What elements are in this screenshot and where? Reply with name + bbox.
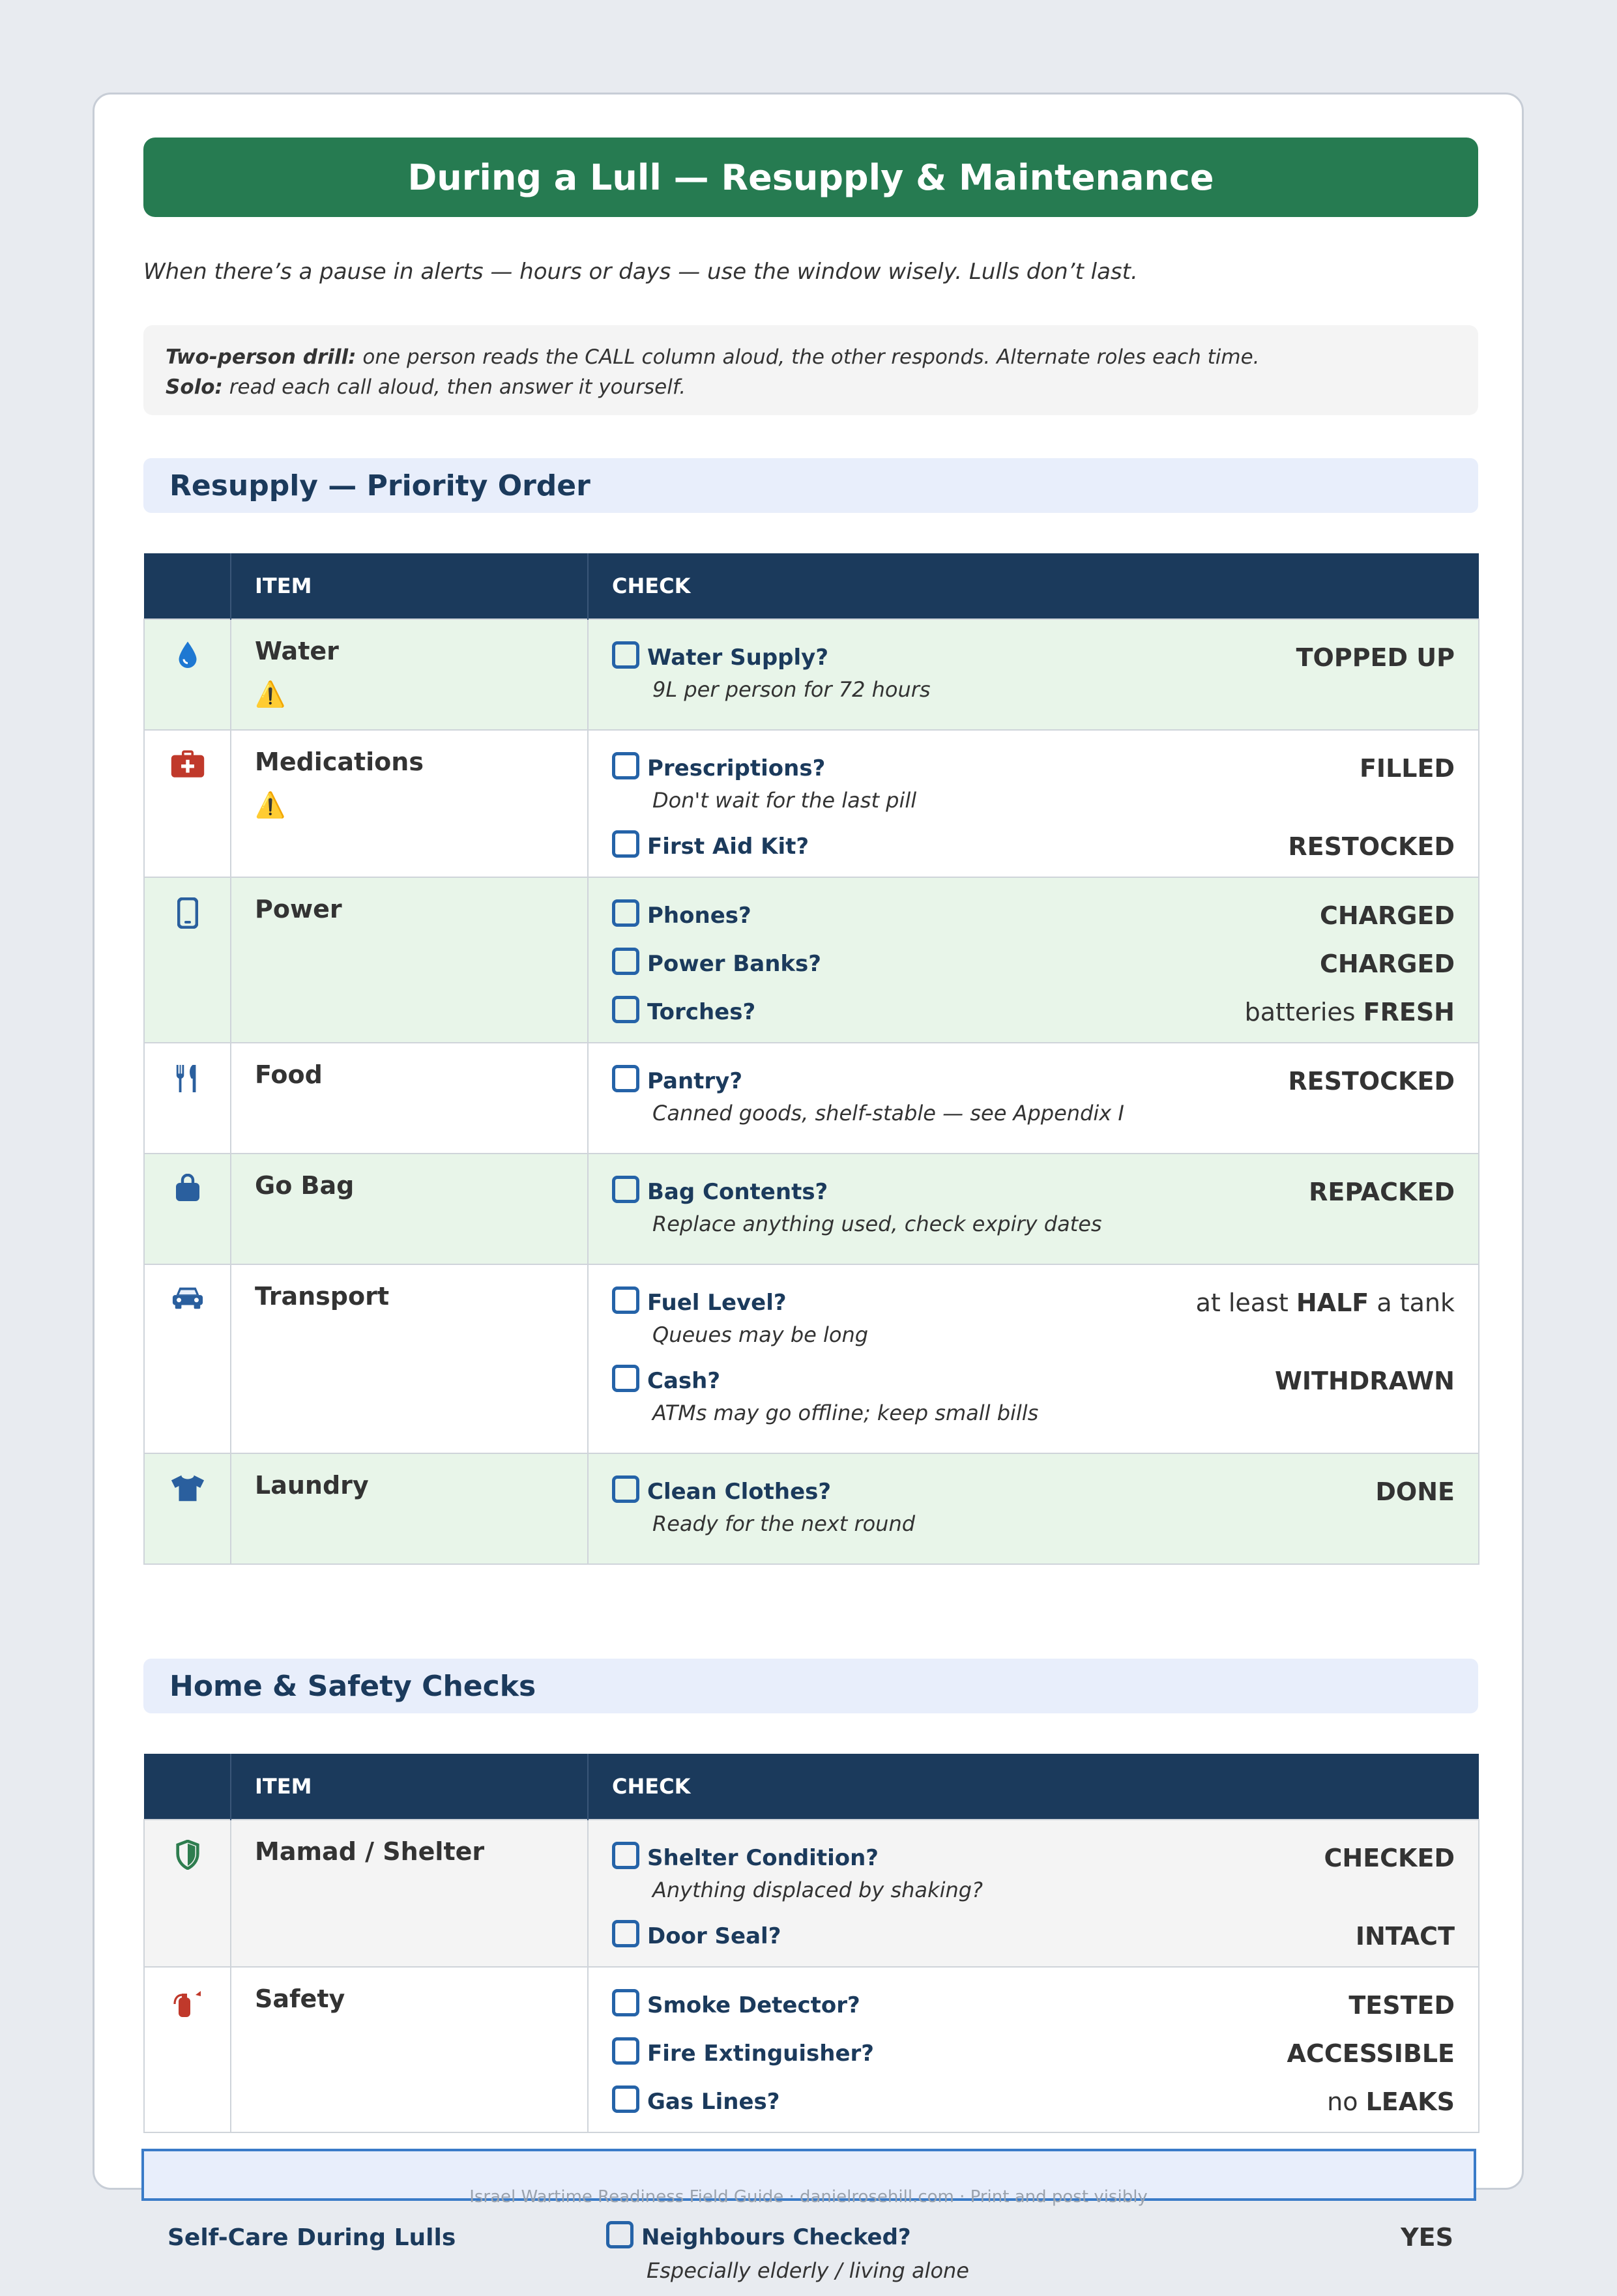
check-question: Phones? xyxy=(647,903,751,929)
icon-column-header xyxy=(144,1754,231,1820)
home-safety-heading: Home & Safety Checks xyxy=(143,1659,1478,1713)
check-note: ATMs may go offline; keep small bills xyxy=(652,1401,1039,1425)
check-answer xyxy=(1375,1472,1455,1506)
medical-kit-icon xyxy=(170,769,205,781)
bag-icon xyxy=(175,1193,201,1205)
warning-icon: ⚠️ xyxy=(255,791,286,819)
two-person-label: Two-person drill: xyxy=(166,345,357,369)
check-cell xyxy=(588,1453,1479,1564)
item-name: Water xyxy=(255,637,339,665)
resupply-heading: Resupply — Priority Order xyxy=(143,458,1478,513)
check-answer xyxy=(1320,896,1455,930)
checkbox[interactable] xyxy=(612,1920,639,1947)
table-row xyxy=(144,877,1479,1043)
check-item xyxy=(612,2033,1455,2069)
check-cell xyxy=(588,877,1479,1043)
check-cell xyxy=(588,1967,1479,2132)
item-name: Food xyxy=(255,1060,323,1089)
checkbox[interactable] xyxy=(612,1365,639,1392)
footer-text: Israel Wartime Readiness Field Guide · danielrosehill.com · Print and post visibly xyxy=(469,2187,1148,2207)
check-answer xyxy=(1288,827,1455,861)
checkbox[interactable] xyxy=(612,2037,639,2065)
item-name: Laundry xyxy=(255,1471,369,1500)
check-item xyxy=(612,1915,1455,1952)
check-item xyxy=(612,1282,1455,1318)
item-name: Power xyxy=(255,895,342,923)
shirt-icon xyxy=(170,1492,205,1505)
check-column-header: CHECK xyxy=(588,553,1479,619)
page-title: During a Lull — Resupply & Maintenance xyxy=(143,138,1478,217)
icon-cell xyxy=(144,1820,231,1967)
check-note: Replace anything used, check expiry dates xyxy=(652,1212,1102,1236)
checkbox[interactable] xyxy=(612,899,639,927)
icon-column-header xyxy=(144,553,231,619)
check-question: Smoke Detector? xyxy=(647,1992,860,2018)
checkbox[interactable] xyxy=(612,1842,639,1869)
check-item xyxy=(612,637,1455,673)
check-question: Water Supply? xyxy=(647,645,829,671)
checkbox[interactable] xyxy=(612,1286,639,1314)
answer-strong: FILLED xyxy=(1359,754,1455,783)
item-cell xyxy=(231,1453,588,1564)
check-item xyxy=(612,2081,1455,2117)
check-answer-strong: YES xyxy=(1401,2223,1453,2252)
icon-cell xyxy=(144,877,231,1043)
check-question: Cash? xyxy=(647,1368,721,1394)
table-row xyxy=(144,1820,1479,1967)
check-item xyxy=(612,895,1455,931)
answer-suffix: a tank xyxy=(1369,1288,1455,1317)
car-icon xyxy=(171,1301,204,1313)
check-question: Neighbours Checked? xyxy=(641,2224,911,2250)
shield-icon xyxy=(175,1860,201,1872)
checkbox[interactable] xyxy=(612,996,639,1023)
checkbox[interactable] xyxy=(612,2085,639,2113)
check-note: Ready for the next round xyxy=(652,1511,916,1536)
fire-extinguisher-icon xyxy=(172,2009,203,2021)
drill-instructions xyxy=(143,325,1478,415)
water-drop-icon xyxy=(176,660,199,672)
check-note: Canned goods, shelf-stable — see Appendix I xyxy=(652,1101,1124,1126)
icon-cell xyxy=(144,1967,231,2132)
item-name: Go Bag xyxy=(255,1171,355,1200)
check-note: Especially elderly / living alone xyxy=(647,2258,969,2283)
item-cell xyxy=(231,1820,588,1967)
table-row xyxy=(144,1453,1479,1564)
answer-strong: TESTED xyxy=(1348,1991,1455,2020)
check-question: Door Seal? xyxy=(647,1923,781,1949)
check-question: Power Banks? xyxy=(647,951,821,977)
answer-prefix: no xyxy=(1327,2087,1366,2116)
checkbox[interactable] xyxy=(612,641,639,669)
answer-strong: INTACT xyxy=(1355,1922,1455,1951)
check-answer xyxy=(1401,2218,1453,2252)
check-cell xyxy=(588,730,1479,877)
solo-label: Solo: xyxy=(166,375,223,399)
check-item xyxy=(612,943,1455,980)
item-column-header: ITEM xyxy=(231,553,588,619)
item-name: Safety xyxy=(255,1984,345,2013)
answer-strong: CHARGED xyxy=(1319,901,1455,930)
check-item xyxy=(612,826,1455,862)
answer-strong: CHARGED xyxy=(1319,950,1455,978)
check-question: Fuel Level? xyxy=(647,1290,787,1316)
table-row xyxy=(144,730,1479,877)
icon-cell xyxy=(144,1043,231,1154)
check-column-header: CHECK xyxy=(588,1754,1479,1820)
answer-strong: TOPPED UP xyxy=(1296,643,1455,672)
answer-strong: ACCESSIBLE xyxy=(1287,2039,1455,2068)
check-answer xyxy=(1360,749,1455,783)
table-header-row xyxy=(144,1754,1479,1820)
icon-cell xyxy=(144,730,231,877)
check-answer xyxy=(1320,944,1455,978)
check-cell xyxy=(588,1154,1479,1264)
item-name: Mamad / Shelter xyxy=(255,1837,485,1866)
item-name: Medications xyxy=(255,748,424,776)
item-cell xyxy=(231,1967,588,2132)
check-item xyxy=(612,1060,1455,1097)
check-item xyxy=(612,1360,1455,1397)
check-question: Gas Lines? xyxy=(647,2089,780,2115)
checkbox[interactable] xyxy=(612,1065,639,1092)
icon-cell xyxy=(144,1264,231,1453)
check-note: Don't wait for the last pill xyxy=(652,788,917,813)
check-answer xyxy=(1324,1838,1455,1872)
icon-cell xyxy=(144,1154,231,1264)
check-question: Prescriptions? xyxy=(647,755,826,781)
resupply-table xyxy=(143,553,1479,1565)
utensils-icon xyxy=(174,1084,201,1097)
check-cell xyxy=(588,1264,1479,1453)
answer-strong: RESTOCKED xyxy=(1288,832,1455,861)
check-question: Pantry? xyxy=(647,1068,743,1094)
check-item xyxy=(612,1171,1455,1208)
answer-strong: HALF xyxy=(1296,1288,1369,1317)
check-answer xyxy=(1327,2082,1455,2116)
item-cell xyxy=(231,1043,588,1154)
item-cell xyxy=(231,1154,588,1264)
item-cell xyxy=(231,877,588,1043)
check-cell xyxy=(588,1820,1479,1967)
check-item xyxy=(612,1837,1455,1874)
checkbox[interactable] xyxy=(612,948,639,975)
check-item xyxy=(612,1984,1455,2021)
check-answer xyxy=(1296,638,1455,672)
icon-cell xyxy=(144,619,231,730)
table-row xyxy=(144,619,1479,730)
check-answer xyxy=(1196,1283,1455,1317)
check-note: Queues may be long xyxy=(652,1322,869,1347)
check-answer xyxy=(1245,993,1455,1026)
check-answer xyxy=(1309,1172,1455,1206)
checkbox[interactable] xyxy=(612,830,639,858)
intro-text: When there’s a pause in alerts — hours or days — use the window wisely. Lulls don’t last. xyxy=(143,259,1138,285)
check-question: Torches? xyxy=(647,999,756,1025)
check-note: Anything displaced by shaking? xyxy=(652,1878,983,1902)
check-answer xyxy=(1288,1062,1455,1096)
checklist-page xyxy=(93,93,1524,2190)
table-row xyxy=(144,1154,1479,1264)
check-question: First Aid Kit? xyxy=(647,834,809,860)
phone-icon xyxy=(177,919,198,931)
item-cell xyxy=(231,1264,588,1453)
answer-strong: FRESH xyxy=(1363,998,1455,1026)
check-answer xyxy=(1356,1917,1455,1951)
check-question: Shelter Condition? xyxy=(647,1845,879,1871)
answer-strong: LEAKS xyxy=(1365,2087,1455,2116)
check-note: 9L per person for 72 hours xyxy=(652,677,931,702)
answer-prefix: at least xyxy=(1195,1288,1296,1317)
item-cell xyxy=(231,730,588,877)
neighbours-check xyxy=(606,2215,1453,2296)
solo-text: read each call aloud, then answer it yourself. xyxy=(222,375,686,399)
item-cell xyxy=(231,619,588,730)
check-question: Bag Contents? xyxy=(647,1179,828,1205)
home-safety-table xyxy=(143,1754,1479,2133)
check-item xyxy=(612,991,1455,1028)
check-cell xyxy=(588,619,1479,730)
check-cell xyxy=(588,1043,1479,1154)
checkbox[interactable] xyxy=(612,1176,639,1203)
check-question: Clean Clothes? xyxy=(647,1479,832,1505)
two-person-text: one person reads the CALL column aloud, the other responds. Alternate roles each time. xyxy=(356,345,1260,369)
warning-icon: ⚠️ xyxy=(255,680,286,708)
table-row xyxy=(144,1264,1479,1453)
check-item xyxy=(612,748,1455,784)
table-row xyxy=(144,1043,1479,1154)
answer-strong: CHECKED xyxy=(1324,1844,1455,1872)
item-column-header: ITEM xyxy=(231,1754,588,1820)
table-header-row xyxy=(144,553,1479,619)
icon-cell xyxy=(144,1453,231,1564)
item-name: Transport xyxy=(255,1282,390,1311)
checkbox[interactable] xyxy=(612,1475,639,1503)
checkbox[interactable] xyxy=(612,752,639,779)
check-item xyxy=(612,1471,1455,1507)
selfcare-heading: Self-Care During Lulls xyxy=(168,2224,456,2251)
check-answer xyxy=(1275,1361,1455,1395)
answer-strong: WITHDRAWN xyxy=(1274,1367,1455,1395)
answer-prefix: batteries xyxy=(1244,998,1363,1026)
checkbox[interactable] xyxy=(612,1989,639,2016)
check-question: Fire Extinguisher? xyxy=(647,2041,875,2067)
answer-strong: DONE xyxy=(1375,1477,1455,1506)
answer-strong: REPACKED xyxy=(1309,1178,1455,1206)
check-answer xyxy=(1348,1986,1455,2020)
table-row xyxy=(144,1967,1479,2132)
answer-strong: RESTOCKED xyxy=(1288,1067,1455,1096)
checkbox[interactable] xyxy=(606,2221,634,2248)
check-answer xyxy=(1287,2034,1455,2068)
